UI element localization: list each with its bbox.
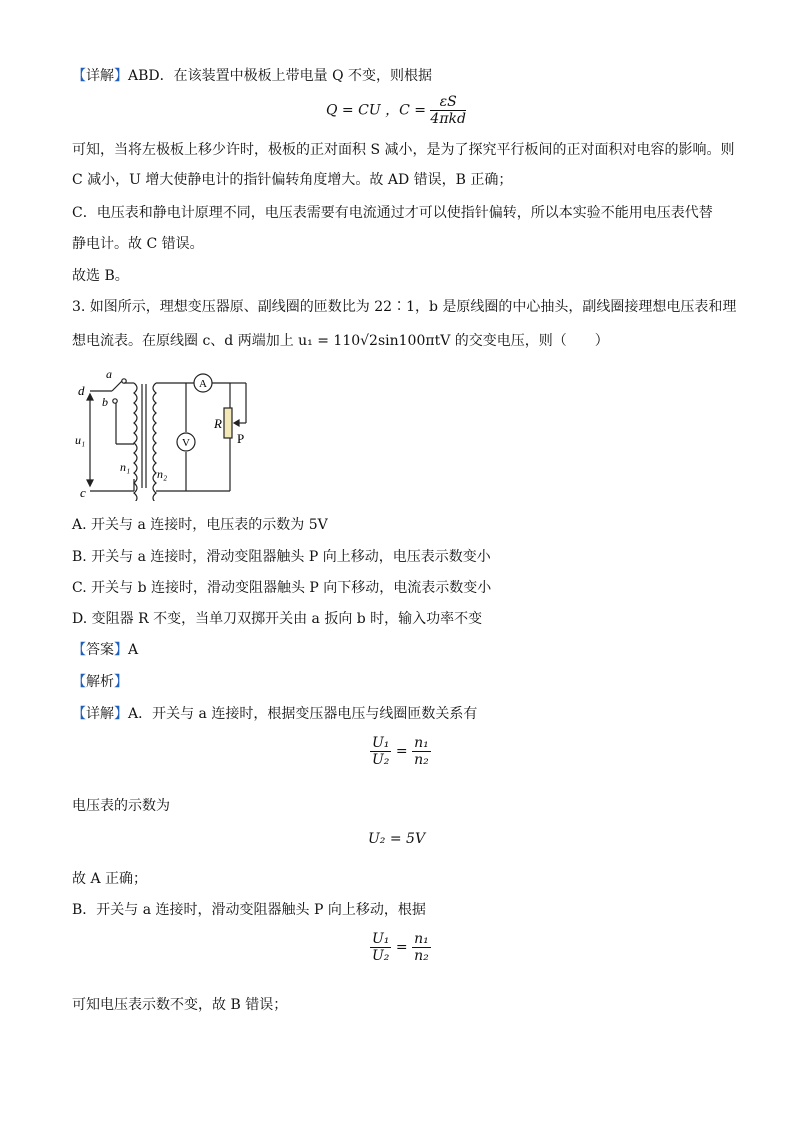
text-line: 可知，当将左极板上移少许时，极板的正对面积 S 减小，是为了探究平行板间的正对面积对电容的影响。则: [72, 142, 735, 158]
option-c: C. 开关与 b 连接时，滑动变阻器触头 P 向下移动，电流表示数变小: [72, 580, 492, 596]
formula-u2: U₂ = 5V: [368, 831, 426, 847]
text-line: 静电计。故 C 错误。: [72, 236, 204, 252]
answer-line: 【答案】A: [72, 642, 139, 658]
option-d: D. 变阻器 R 不变，当单刀双掷开关由 a 扳向 b 时，输入功率不变: [72, 611, 483, 627]
detail-tag-2: 详解: [86, 706, 114, 722]
svg-text:c: c: [80, 485, 86, 500]
analysis-line: 【解析】: [72, 674, 128, 690]
text-line: 可知电压表示数不变，故 B 错误；: [72, 997, 288, 1013]
svg-text:d: d: [78, 383, 85, 398]
formula-ratio-2: $\frac{\text{U₁}}{\text{U₂}}$ = $\frac{\text{n₁}}{\text{n₂}}$: [372, 931, 429, 964]
answer-tag: 答案: [86, 642, 114, 658]
text-line: C 减小，U 增大使静电计的指针偏转角度增大。故 AD 错误，B 正确；: [72, 172, 513, 188]
svg-text:P: P: [237, 431, 245, 446]
svg-text:A: A: [199, 378, 207, 390]
svg-text:n₂: n₂: [157, 467, 168, 481]
text-line: 故 A 正确；: [72, 871, 148, 887]
option-b: B. 开关与 a 连接时，滑动变阻器触头 P 向上移动，电压表示数变小: [72, 549, 491, 565]
transformer-circuit-diagram: [72, 366, 262, 501]
formula-ratio-1: $\frac{\text{U₁}}{\text{U₂}}$ = $\frac{\text{n₁}}{\text{n₂}}$: [372, 735, 429, 768]
text-line: 故选 B。: [72, 268, 129, 284]
svg-text:V: V: [182, 437, 190, 449]
text-line: 电压表的示数为: [72, 798, 170, 814]
option-a: A. 开关与 a 连接时，电压表的示数为 5V: [72, 517, 328, 533]
svg-text:a: a: [106, 367, 112, 381]
detail-paragraph-1: 【详解】ABD．在该装置中极板上带电量 Q 不变，则根据: [72, 68, 432, 84]
svg-text:b: b: [102, 395, 108, 409]
svg-text:R: R: [214, 416, 222, 431]
svg-text:n₁: n₁: [120, 460, 131, 474]
analysis-tag: 解析: [86, 674, 114, 690]
svg-text:u₁: u₁: [75, 433, 86, 447]
detail-line: 【详解】A．开关与 a 连接时，根据变压器电压与线圈匝数关系有: [72, 706, 478, 722]
question-3-line-2: 想电流表。在原线圈 c、d 两端加上 u₁ = 110√2sin100πtV 的交变电压，则（ ）: [72, 333, 609, 349]
question-3-line-1: 3. 如图所示，理想变压器原、副线圈的匝数比为 22∶1，b 是原线圈的中心抽头，副线圈接理想电压表和理: [72, 299, 737, 315]
text-line: B．开关与 a 连接时，滑动变阻器触头 P 向上移动，根据: [72, 902, 426, 918]
detail-tag: 详解: [86, 68, 114, 84]
text-line: C．电压表和静电计原理不同，电压表需要有电流通过才可以使指针偏转，所以本实验不能用电压表代替: [72, 205, 713, 221]
formula-capacitance: Q = CU ，C = $\frac{\varepsilon S}{\text{4πkd}}$: [326, 94, 466, 127]
